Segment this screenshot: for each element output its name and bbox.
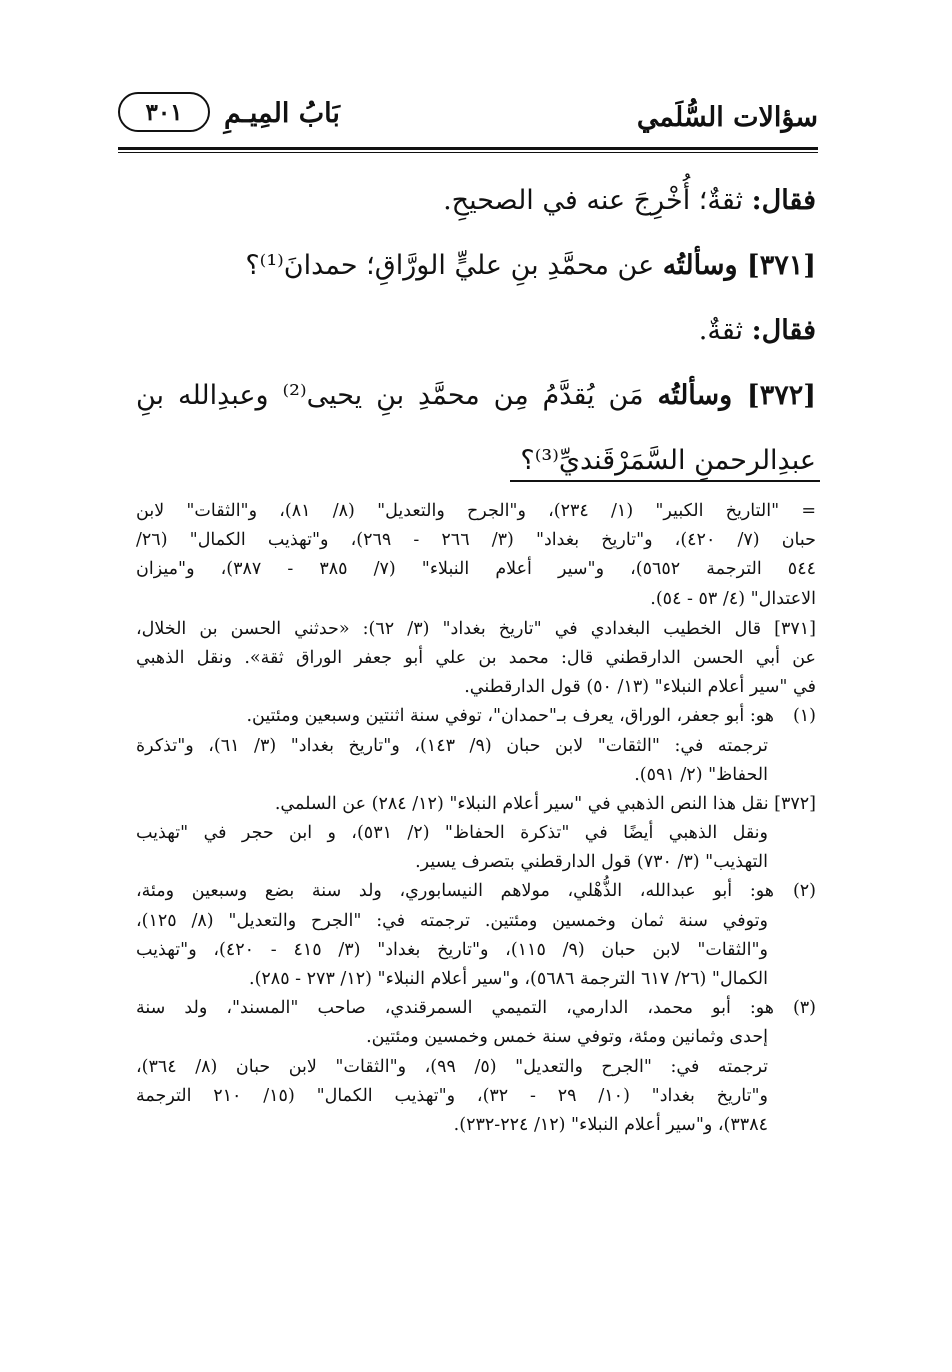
footnote-line: و"تاريخ بغداد" (١٠/ ٢٩ - ٣٢)، و"تهذيب الكمال" (١٥/ ٢١٠ الترجمة	[136, 1085, 769, 1106]
footnote-line: وتوفي سنة ثمان وخمسين ومئتين. ترجمته في: "الجرح والتعديل" (٨/ ١٢٥)،	[136, 910, 768, 931]
footnote-1	[136, 702, 816, 731]
speaker-label: فقال:	[751, 185, 816, 216]
line-text: ثقةٌ؛ أُخْرِجَ عنه في الصحيحِ.	[443, 185, 752, 216]
page-number-badge: ٣٠١	[118, 92, 210, 132]
line-text: عبدِالرحمنِ السَّمَرْقَنديِّ⁽³⁾؟	[520, 445, 816, 476]
main-text	[136, 168, 816, 493]
footnote-3	[136, 994, 816, 1023]
speaker-label: فقال:	[751, 315, 816, 346]
footnote-marker: (١)	[792, 706, 816, 727]
footnote-line: ترجمته في: "الثقات" لابن حبان (٩/ ١٤٣)، و"تاريخ بغداد" (٣/ ٦١)، و"تذكرة	[136, 735, 768, 756]
footnote-line: الاعتدال" (٤/ ٥٣ - ٥٤).	[650, 588, 816, 609]
main-line	[136, 298, 816, 363]
main-line	[136, 233, 816, 298]
footnote-line: و"الثقات" لابن حبان (٩/ ١١٥)، و"تاريخ بغداد" (٣/ ٤١٥ - ٤٢٠)، و"تهذيب	[136, 939, 769, 960]
footnote-2	[136, 877, 816, 906]
page-header	[118, 86, 818, 146]
question-label: [٣٧١] وسألتُه	[662, 250, 816, 281]
footnote-separator	[510, 480, 820, 482]
footnote-line: عن أبي الحسن الدارقطني قال: محمد بن علي أبو جعفر الوراق ثقة». ونقل الذهبي	[136, 647, 816, 668]
line-text: عن محمَّدِ بنِ عليٍّ الورَّاقِ؛ حمدانَ⁽¹⁾؟	[245, 250, 663, 281]
header-rule-thin	[118, 152, 818, 153]
footnote-line: ونقل الذهبي أيضًا في "تذكرة الحفاظ" (٢/ ٥٣١)، و ابن حجر في "تهذيب	[136, 823, 769, 844]
chapter-title: بَابُ المِيـمِ	[224, 98, 340, 129]
footnote-line: ٣٣٨٤)، و"سير أعلام النبلاء" (١٢/ ٢٢٤-٢٣٢).	[453, 1114, 768, 1135]
footnote-line: إحدى وثمانين ومئة، وتوفي سنة خمس وخمسين ومئتين.	[366, 1027, 768, 1048]
footnote-note-371: [٣٧١] قال الخطيب البغدادي في "تاريخ بغداد" (٣/ ٦٢): «حدثني الحسن بن الخلال،	[136, 618, 816, 639]
footnote-line: في "سير أعلام النبلاء" (١٣/ ٥٠) قول الدارقطني.	[464, 677, 816, 698]
footnote-note-372: [٣٧٢] نقل هذا النص الذهبي في "سير أعلام النبلاء" (١٢/ ٢٨٤) عن السلمي.	[274, 793, 816, 814]
footnote-text: هو: أبو جعفر، الوراق، يعرف بـ"حمدان"، توفي سنة اثنتين وسبعين ومئتين.	[246, 706, 774, 727]
footnote-line: الحفاظ" (٢/ ٥٩١).	[634, 764, 768, 785]
footnotes	[136, 497, 816, 1140]
footnote-line: ترجمته في: "الجرح والتعديل" (٥/ ٩٩)، و"الثقات" لابن حبان (٨/ ٣٦٤)،	[136, 1056, 768, 1077]
main-line	[136, 363, 816, 428]
footnote-line: = "التاريخ الكبير" (١/ ٢٣٤)، و"الجرح والتعديل" (٨/ ٨١)، و"الثقات" لابن	[136, 501, 816, 521]
footnote-marker: (٣)	[792, 998, 816, 1019]
question-label: [٣٧٢] وسألتُه	[657, 380, 816, 411]
main-line	[136, 428, 816, 493]
header-rule-thick	[118, 147, 818, 150]
footnote-marker: (٢)	[792, 881, 816, 902]
footnote-line: ٥٤٤ الترجمة ٥٦٥٢)، و"سير أعلام النبلاء" (٧/ ٣٨٥ - ٣٨٧)، و"ميزان	[136, 559, 816, 580]
line-text: مَن يُقدَّمُ مِن محمَّدِ بنِ يحيى⁽²⁾ وعبدِالله بنِ	[136, 380, 658, 411]
footnote-line: التهذيب" (٣/ ٧٣٠) قول الدارقطني بتصرف يسير.	[415, 852, 768, 873]
footnote-text: هو: أبو محمد، الدارمي، التميمي السمرقندي، صاحب "المسند"، ولد سنة	[136, 998, 774, 1019]
book-title: سؤالات السُّلَمي	[636, 102, 818, 133]
line-text: ثقةٌ.	[698, 315, 752, 346]
footnote-line: حبان (٧/ ٤٢٠)، و"تاريخ بغداد" (٣/ ٢٦٦ - ٢٦٩)، و"تهذيب الكمال" (٢٦/	[136, 530, 816, 551]
footnote-text: هو: أبو عبدالله، الذُّهْلي، مولاهم النيسابوري، ولد سنة بضع وسبعين ومئة،	[136, 881, 774, 902]
main-line	[136, 168, 816, 233]
footnote-line: الكمال" (٢٦/ ٦١٧ الترجمة ٥٦٨٦)، و"سير أعلام النبلاء" (١٢/ ٢٧٣ - ٢٨٥).	[249, 969, 768, 989]
